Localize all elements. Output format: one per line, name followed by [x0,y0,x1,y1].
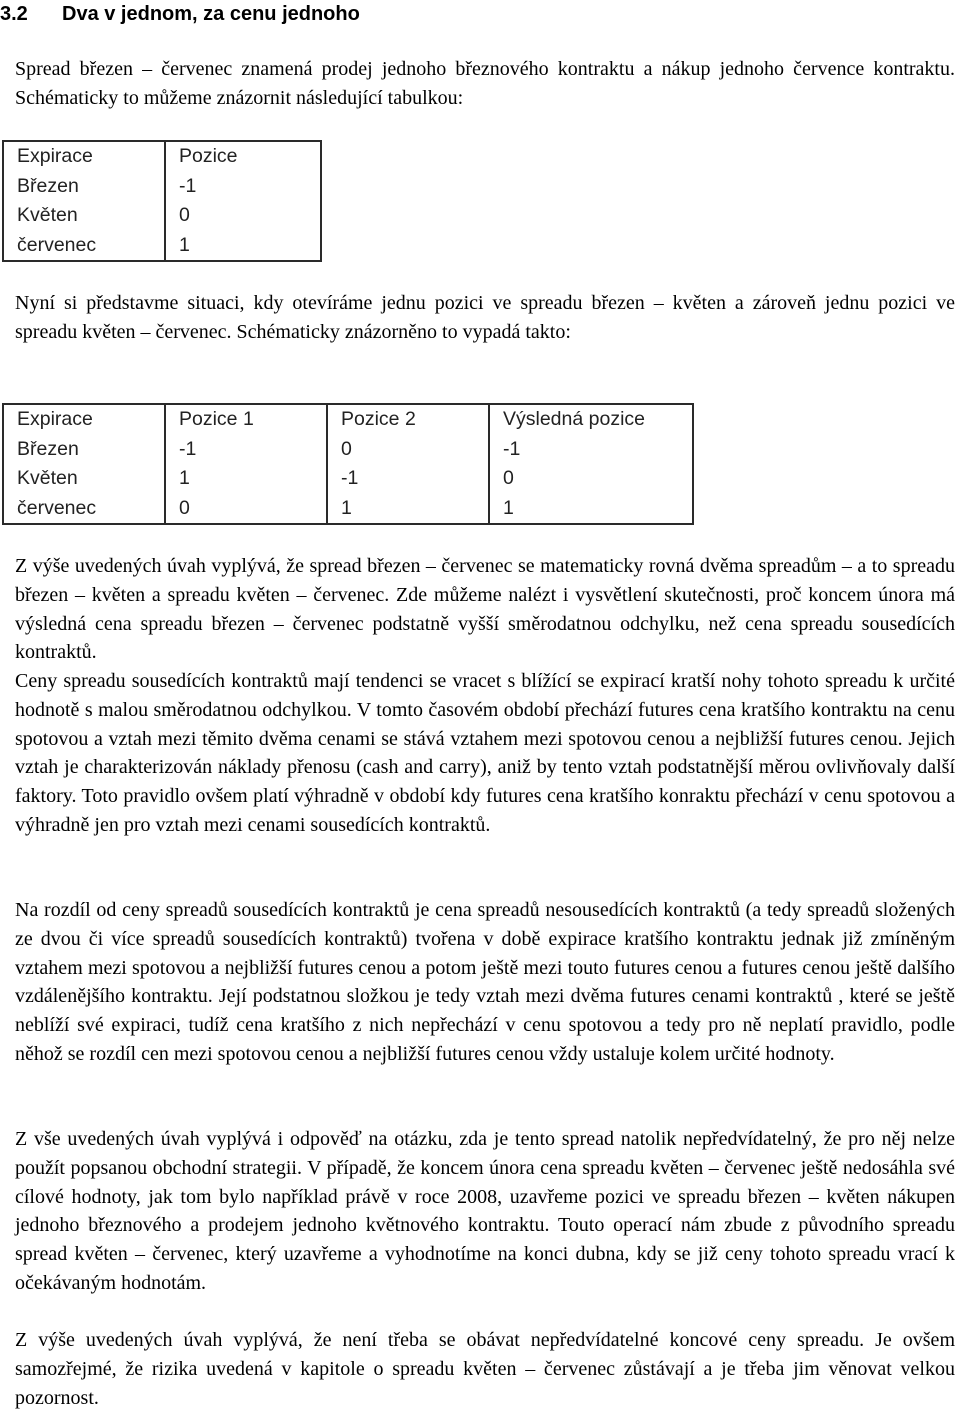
table-cell: červenec [3,494,165,525]
table-header-cell: Pozice 2 [327,404,489,435]
table-cell: 1 [489,494,693,525]
adjacent-spreads-paragraph: Ceny spreadu sousedících kontraktů mají tendenci se vracet s blížící se expirací kratší nohy tohoto spreadu k určité hodnotě s malou směrodatnou odchylkou. V tomto časovém období přechází futures cena kratšího kontraktu na cenu spotovou a vztah mezi těmito dvěma cenami se stává vztahem mezi spotovou cenou a nejbližší futures cenou. Jejich vztah je charakterizován náklady přenosu (cash and carry), aniž by tento vztah podstatnější měrou ovlivňovaly další faktory. Toto pravidlo ovšem platí výhradně v období kdy futures cena kratšího konraktu přechází v cenu spotovou a výhradně jen pro vztah mezi cenami sousedících kontraktů. [15,670,955,836]
table-cell: Květen [3,464,165,494]
risk-paragraph: Z výše uvedených úvah vyplývá, že není třeba se obávat nepředvídatelné koncové ceny spreadu. Je ovšem samozřejmé, že rizika uvedená v kapitole o spreadu květen – červenec zůstávají a je třeba jim věnovat velkou pozornost. [15,1329,955,1409]
table-row [3,435,693,465]
section-heading [0,1,360,27]
table-header-cell: Pozice [165,141,321,172]
table-cell: 0 [165,494,327,525]
table-row [3,464,693,494]
table-cell: -1 [165,172,321,202]
table-cell: 0 [327,435,489,465]
table-header-cell: Expirace [3,141,165,172]
table-row [3,494,693,525]
strategy-paragraph: Z vše uvedených úvah vyplývá i odpověď na otázku, zda je tento spread natolik nepředvídatelný, že pro něj nelze použít popsanou obchodní strategii. V případě, že koncem února cena spreadu květen – červenec ještě nedosáhla své cílové hodnoty, jak tom bylo například právě v roce 2008, uzavřeme pozici ve spreadu březen – květen nákupen jednoho březnového a prodejem jednoho květnového kontraktu. Touto operací nám zbude z původního spreadu spread květen – červenec, který uzavřeme a vyhodnotíme na konci dubna, kdy se již ceny tohoto spreadu vrací k očekávaným hodnotám. [15,1128,955,1294]
table-header-row [3,404,693,435]
table-row [3,201,321,231]
table-cell: 1 [327,494,489,525]
intro-paragraph: Spread březen – červenec znamená prodej jednoho březnového kontraktu a nákup jednoho července kontraktu. Schématicky to můžeme znázornit následující tabulkou: [15,58,955,109]
table-cell: -1 [327,464,489,494]
table-cell: Květen [3,201,165,231]
table-cell: 0 [165,201,321,231]
table-cell: Březen [3,172,165,202]
positions-table-1 [2,140,322,262]
conclusion-paragraph: Z výše uvedených úvah vyplývá, že spread březen – červenec se matematicky rovná dvěma spreadům – a to spreadu březen – květen a spreadu květen – červenec. Zde můžeme nalézt i vysvětlení skutečnosti, proč koncem února má výsledná cena spreadu březen – červenec podstatně vyšší směrodatnou odchylku, než cena spreadu sousedících kontraktů. [15,555,955,664]
second-paragraph: Nyní si představme situaci, kdy otevíráme jednu pozici ve spreadu březen – květen a zároveň jednu pozici ve spreadu květen – červenec. Schématicky znázorněno to vypadá takto: [15,292,955,343]
table-header-row [3,141,321,172]
table-row [3,231,321,262]
non-adjacent-spreads-paragraph: Na rozdíl od ceny spreadů sousedících kontraktů je cena spreadů nesousedících kontraktů (a tedy spreadů složených ze dvou či více spreadů sousedících kontraktů) tvořena v době expirace kratšího kontraktu jednak již zmíněným vztahem mezi spotovou a nejbližší futures cenou a potom ještě mezi touto futures cenou a futures cenou ještě dalšího vzdálenějšího kontraktu. Její podstatnou složkou je tedy vztah mezi dvěma futures cenami kontraktů , které se ještě neblíží své expiraci, tudíž cena kratšího z nich nepřechází v cenu spotovou a tedy pro ně neplatí pravidlo, podle něhož se rozdíl cen mezi spotovou cenou a nejbližší futures cenou vždy ustaluje kolem určité hodnoty. [15,899,955,1065]
table-row [3,172,321,202]
table-cell: 1 [165,231,321,262]
table-cell: Březen [3,435,165,465]
table-cell: -1 [489,435,693,465]
section-title: Dva v jednom, za cenu jednoho [62,3,360,25]
positions-table-2 [2,403,694,525]
table-cell: 0 [489,464,693,494]
table-header-cell: Výsledná pozice [489,404,693,435]
table-header-cell: Pozice 1 [165,404,327,435]
table-cell: 1 [165,464,327,494]
table-header-cell: Expirace [3,404,165,435]
section-number: 3.2 [0,3,28,25]
table-cell: červenec [3,231,165,262]
table-cell: -1 [165,435,327,465]
